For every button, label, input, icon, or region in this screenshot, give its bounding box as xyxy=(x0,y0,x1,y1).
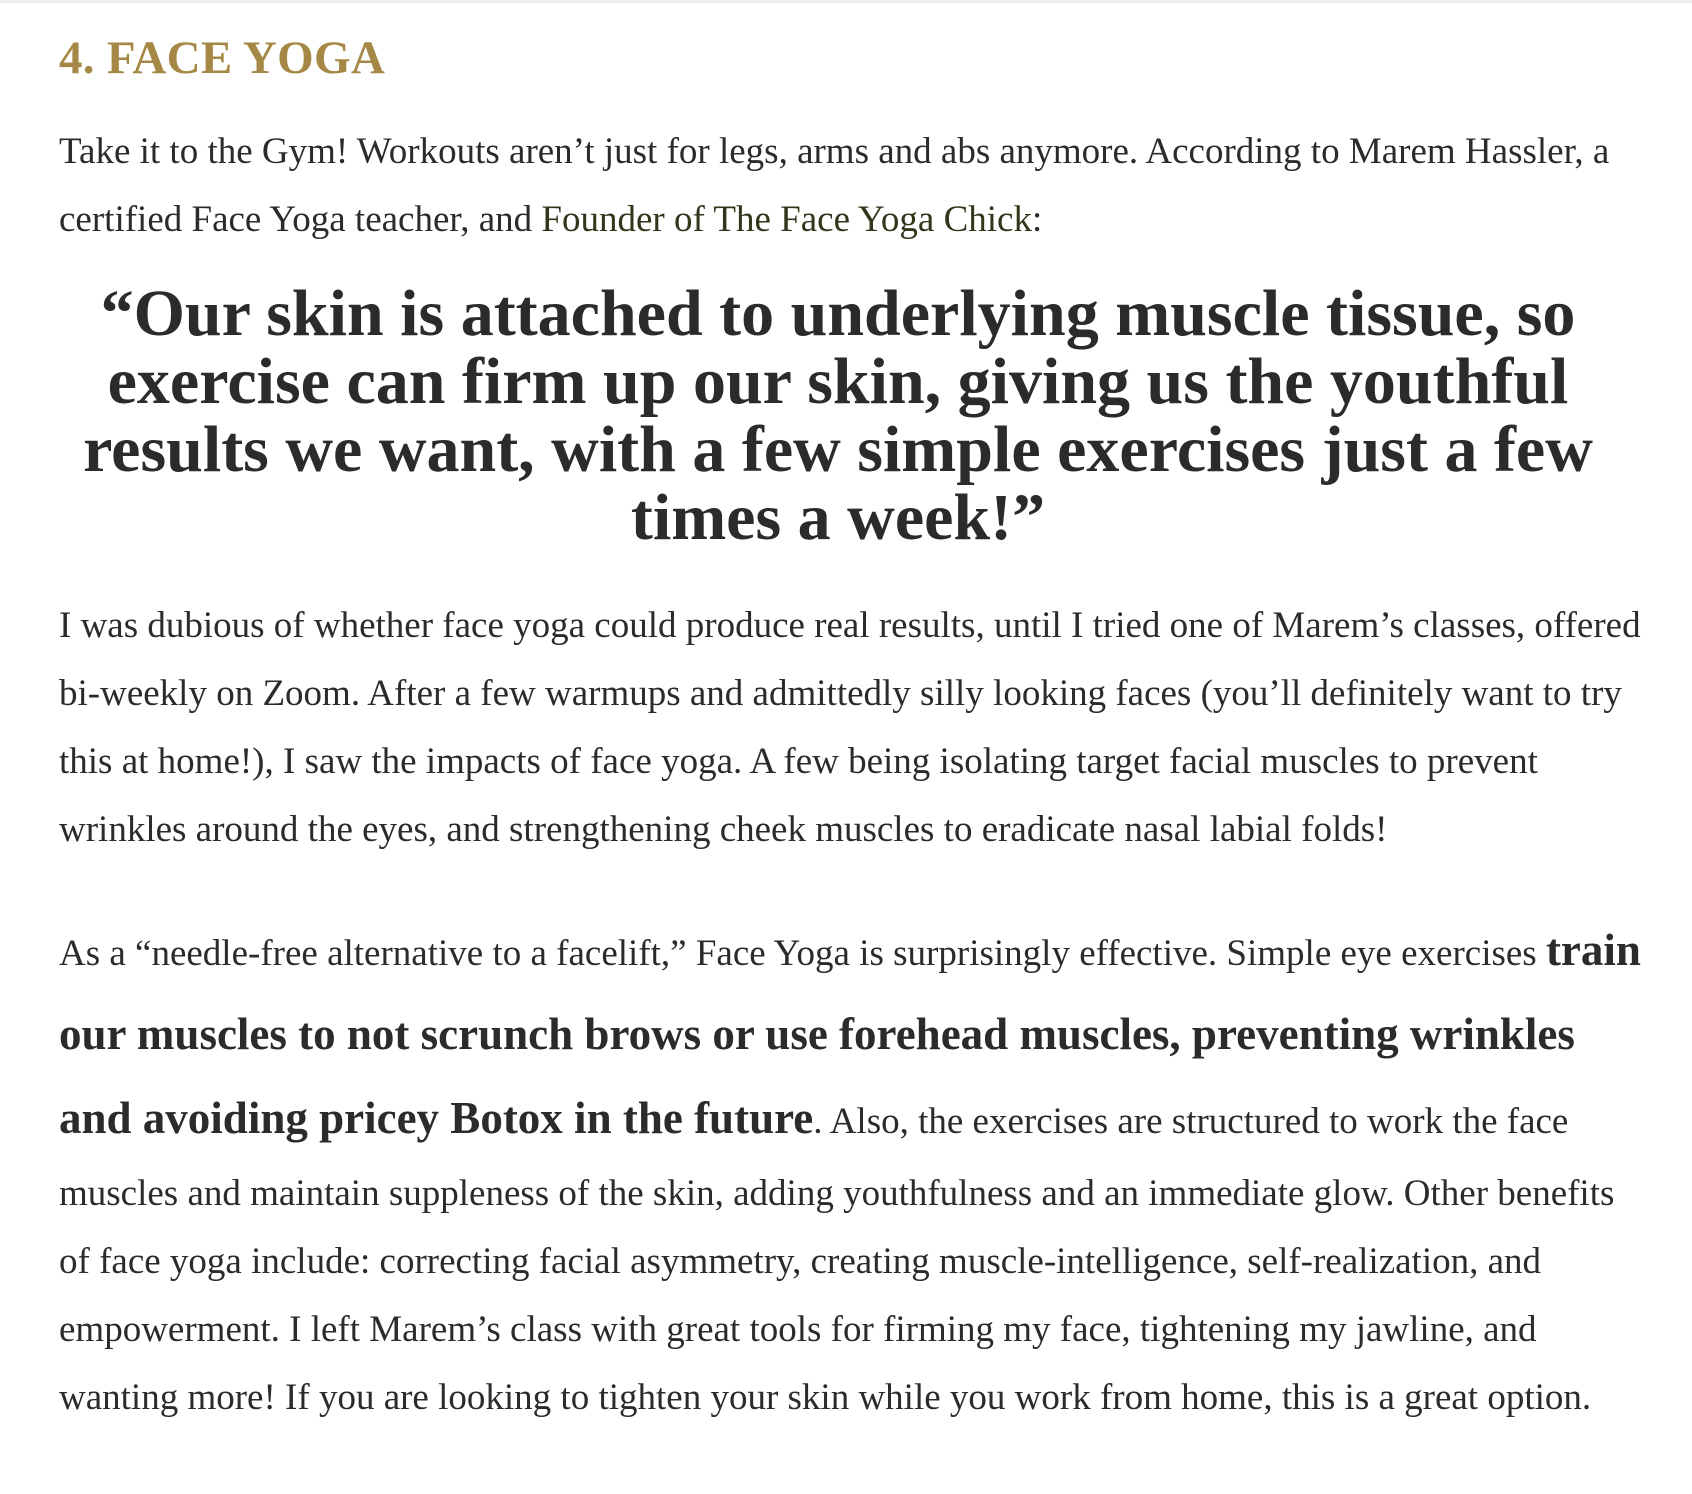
article-section xyxy=(59,0,1649,1432)
intro-text-end: : xyxy=(1031,199,1043,240)
benefits-text-start: As a “needle-free alternative to a facelift,” Face Yoga is surprisingly effective. Simple eye exercises xyxy=(59,933,1546,974)
emphasis-text: train our muscles to not scrunch brows or use forehead muscles, preventing wrinkles and avoiding pricey Botox in the future xyxy=(59,925,1641,1143)
benefits-text-end: . Also, the exercises are structured to work the face muscles and maintain suppleness of the skin, adding youthfulness and an immediate glow. Other benefits of face yoga include: correcting facial asymmetry, creating muscle-intelligence, self-realization, and empowerment. I left Marem’s class with great tools for firming my face, tightening my jawline, and wanting more! If you are looking to tighten your skin while you work from home, this is a great option. xyxy=(59,1101,1615,1418)
body-paragraph-experience: I was dubious of whether face yoga could produce real results, until I tried one of Marem’s classes, offered bi-weekly on Zoom. After a few warmups and admittedly silly looking faces (you’ll definitely want to try this at home!), I saw the impacts of face yoga. A few being isolating target facial muscles to prevent wrinkles around the eyes, and strengthening cheek muscles to eradicate nasal labial folds! xyxy=(59,605,1641,850)
intro-text: Take it to the Gym! Workouts aren’t just for legs, arms and abs anymore. According to Marem Hassler, a certified Face Yoga teacher, and xyxy=(59,131,1610,240)
body-paragraph-benefits xyxy=(59,908,1649,1432)
pull-quote: “Our skin is attached to underlying muscle tissue, so exercise can firm up our skin, giving us the youthful results we want, with a few simple exercises just a few times a week!” xyxy=(83,277,1593,554)
section-heading: 4. FACE YOGA xyxy=(59,32,386,84)
intro-paragraph xyxy=(59,118,1649,254)
face-yoga-chick-link[interactable]: Founder of The Face Yoga Chick xyxy=(541,199,1032,240)
